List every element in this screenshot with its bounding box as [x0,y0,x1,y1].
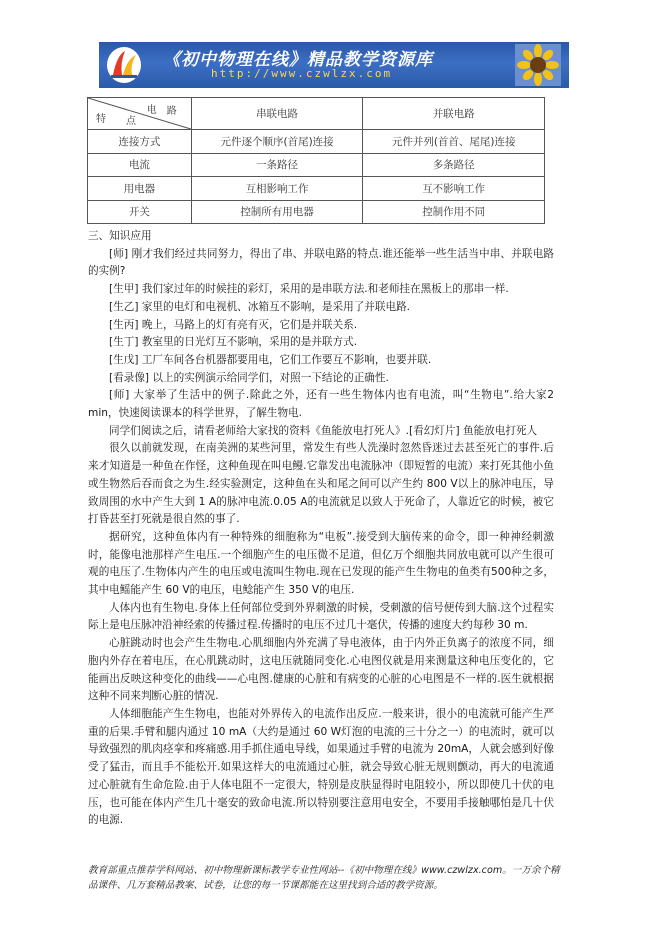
corner-label-left: 特 [96,114,106,125]
circuit-comparison-table [87,97,545,224]
paragraph: [生甲] 我们家过年的时候挂的彩灯，采用的是串联方法.和老师挂在黑板上的那串一样. [109,283,509,296]
document-body [88,228,554,830]
row-label: 开关 [88,200,192,224]
parallel-cell: 互不影响工作 [363,177,545,201]
banner-url[interactable]: http://www.czwlzx.com [211,67,393,80]
parallel-cell: 元件并列(首首、尾尾)连接 [363,130,545,154]
site-logo-icon [105,45,143,85]
paragraph: 心脏跳动时也会产生生物电.心肌细胞内外充满了导电液体，由于内外正负离子的浓度不同，细胞内外存在着电压，在心肌跳动时，这电压就随同变化.心电图仪就是用来测量这种电压变化的，它能画出反映这种变化的曲线——心电图.健康的心脏和有病变的心脏的心电图是不一样的.医生就根据这种不同来判断心脏的情况. [88,637,554,703]
paragraph: 人体细胞能产生生物电，也能对外界传入的电流作出反应.一般来讲，很小的电流就可能产生严重的后果.手臂和腿内通过 10 mA（大约是通过 60 W灯泡的电流的三十分之一）的电流时，就可以导致强烈的肌肉痉挛和疼痛感.用手抓住通电导线，如果通过手臂的电流为 20mA，人就会感到好像受了猛击，而且手不能松开.如果这样大的电流通过心脏，就会导致心脏无规则颤动，再大的电流通过心脏就有生命危险.由于人体电阻不一定很大，特别是皮肤显得时电阻较小，所以即使几十伏的电压，也可能在体内产生几十毫安的致命电流.所以特别要注意用电安全，不要用手接触哪怕是几十伏的电源. [88,707,554,827]
series-cell: 控制所有用电器 [191,200,363,224]
site-banner [99,42,569,88]
parallel-cell: 控制作用不同 [363,200,545,224]
corner-label-top-1: 电 [146,105,157,116]
paragraph: 同学们阅读之后，请看老师给大家找的资料《鱼能放电打死人》.[看幻灯片] 鱼能放电打死人 [109,424,538,437]
column-header-series: 串联电路 [191,98,363,130]
parallel-cell: 多条路径 [363,153,545,177]
row-label: 电流 [88,153,192,177]
table-row [88,200,545,224]
sunflower-icon [515,44,561,86]
table-row [88,130,545,154]
paragraph: [生乙] 家里的电灯和电视机、冰箱互不影响，是采用了并联电路. [109,300,411,313]
paragraph: [生戊] 工厂车间各台机器都要用电，它们工作要互不影响，也要并联. [109,353,432,366]
paragraph: [生丁] 教室里的日光灯互不影响，采用的是并联方式. [109,336,358,349]
table-row [88,153,545,177]
corner-label-bottom: 点 [126,116,136,127]
banner-title: 《初中物理在线》精品教学资源库 [163,50,433,70]
row-label: 用电器 [88,177,192,201]
section-heading: 三、知识应用 [88,230,152,242]
table-corner-cell [88,98,192,130]
column-header-parallel: 并联电路 [363,98,545,130]
paragraph: [师] 刚才我们经过共同努力，得出了串、并联电路的特点.谁还能举一些生活当中串、并联电路的实例? [88,247,554,278]
page-footer: 教育部重点推荐学科网站、初中物理新课标教学专业性网站--《初中物理在线》www.czwlzx.com。一万余个精品课件、几万套精品教案、试卷，让您的每一节课都能在这里找到合适的教学资源。 [88,865,560,891]
paragraph: 人体内也有生物电.身体上任何部位受到外界刺激的时候，受刺激的信号便传到大脑.这个过程实际上是电压脉冲沿神经索的传播过程.传播时的电压不过几十毫伏，传播的速度大约每秒 30 m. [88,601,554,632]
series-cell: 元件逐个顺序(首尾)连接 [191,130,363,154]
row-label: 连接方式 [88,130,192,154]
paragraph: [生丙] 晚上，马路上的灯有亮有灭，它们是并联关系. [109,318,358,331]
table-row [88,177,545,201]
paragraph: 很久以前就发现，在南美洲的某些河里，常发生有些人洗澡时忽然昏迷过去甚至死亡的事件.后来才知道是一种鱼在作怪，这种鱼现在叫电鳗.它靠发出电流脉冲（即短暂的电流）来打死其他小鱼或生物然后吞而食之为生.经实验测定，这种鱼在头和尾之间可以产生约 800 V以上的脉冲电压，导致周围的水中产生大到 1 A的脉冲电流.0.05 A的电流就足以致人于死命了，人靠近它的时候，被它打昏甚至打死就是很自然的事了. [88,442,554,526]
series-cell: 一条路径 [191,153,363,177]
table-header-row [88,98,545,130]
paragraph: [看录像] 以上的实例演示给同学们，对照一下结论的正确性. [109,371,389,384]
paragraph: 据研究，这种鱼体内有一种特殊的细胞称为“电板”.接受到大脑传来的命令，即一种神经刺激时，能像电池那样产生电压.一个细胞产生的电压微不足道，但亿万个细胞共同放电就可以产生很可观的电压了.生物体内产生的电压或电流叫生物电.现在已发现的能产生生物电的鱼类有500种之多，其中电鳐能产生 60 V的电压，电鲶能产生 350 V的电压. [88,530,554,597]
paragraph: [师] 大家举了生活中的例子.除此之外，还有一些生物体内也有电流，叫“生物电”.给大家2 min，快速阅读课本的科学世界，了解生物电. [88,389,554,420]
series-cell: 互相影响工作 [191,177,363,201]
corner-label-top-2: 路 [166,106,177,117]
